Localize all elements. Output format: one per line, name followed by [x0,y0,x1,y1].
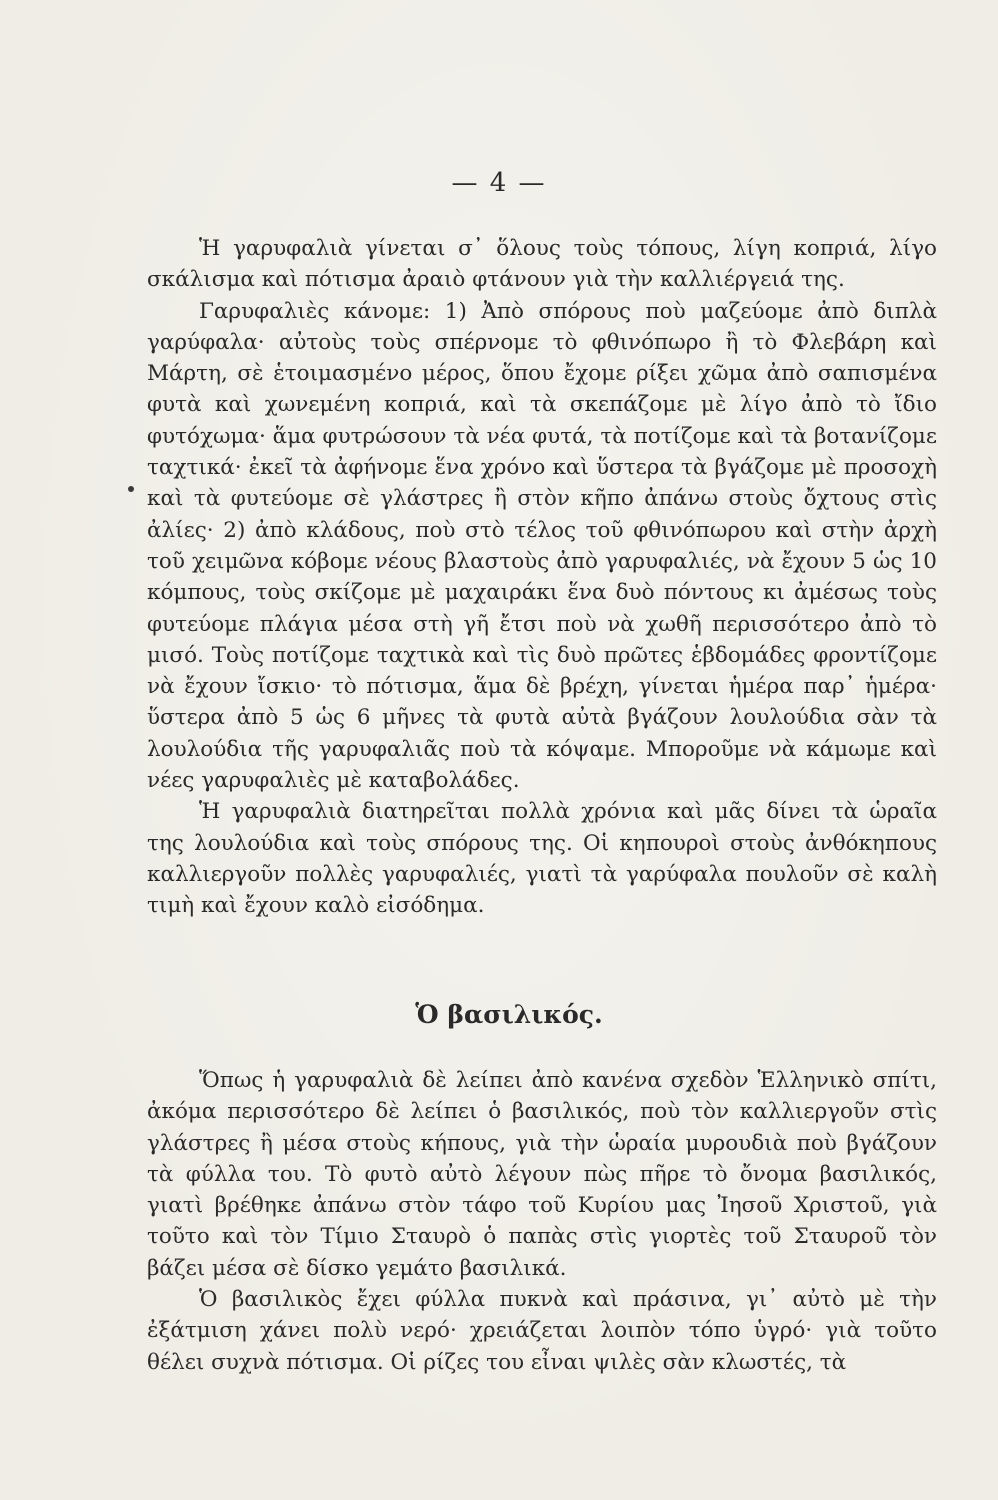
section-heading-basil: Ὁ βασιλικός. [415,1000,603,1029]
paragraph: Ἡ γαρυφαλιὰ γίνεται σ᾿ ὅλους τοὺς τόπους, λίγη κοπριά, λίγο σκάλισμα καὶ πότισμα ἀραιὸ φτάνουν γιὰ τὴν καλλιέργειά της. [147,236,937,293]
carnation-section [147,233,937,922]
ink-dot-mark [128,486,134,492]
basil-section [147,1065,937,1378]
paragraph: Ὅπως ἡ γαρυφαλιὰ δὲ λείπει ἀπὸ κανένα σχεδὸν Ἑλληνικὸ σπίτι, ἀκόμα περισσότερο δὲ λείπει ὁ βασιλικός, ποὺ τὸν καλλιεργοῦν στὶς γλάστρες ἢ μέσα στοὺς κήπους, γιὰ τὴν ὡραία μυρουδιὰ ποὺ βγάζουν τὰ φύλλα του. Τὸ φυτὸ αὐτὸ λέγουν πὼς πῆρε τὸ ὄνομα βασιλικός, γιατὶ βρέθηκε ἀπάνω στὸν τάφο τοῦ Κυρίου μας Ἰησοῦ Χριστοῦ, γιὰ τοῦτο καὶ τὸν Τίμιο Σταυρὸ ὁ παπὰς στὶς γιορτὲς τοῦ Σταυροῦ τὸν βάζει μέσα σὲ δίσκο γεμάτο βασιλικά. [147,1068,937,1281]
page-number: — 4 — [451,168,547,198]
paragraph: Γαρυφαλιὲς κάνομε: 1) Ἀπὸ σπόρους ποὺ μαζεύομε ἀπὸ διπλὰ γαρύφαλα· αὐτοὺς τοὺς σπέρνομε τὸ φθινόπωρο ἢ τὸ Φλεβάρη καὶ Μάρτη, σὲ ἑτοιμασμένο μέρος, ὅπου ἔχομε ρίξει χῶμα ἀπὸ σαπισμένα φυτὰ καὶ χωνεμένη κοπριά, καὶ τὰ σκεπάζομε μὲ λίγο ἀπὸ τὸ ἴδιο φυτόχωμα· ἅμα φυτρώσουν τὰ νέα φυτά, τὰ ποτίζομε καὶ τὰ βοτανίζομε ταχτικά· ἐκεῖ τὰ ἀφήνομε ἕνα χρόνο καὶ ὕστερα τὰ βγάζομε μὲ προσοχὴ καὶ τὰ φυτεύομε σὲ γλάστρες ἢ στὸν κῆπο ἀπάνω στοὺς ὄχτους στὶς ἀλίες· 2) ἀπὸ κλάδους, ποὺ στὸ τέλος τοῦ φθινόπωρου καὶ στὴν ἀρχὴ τοῦ χειμῶνα κόβομε νέους βλαστοὺς ἀπὸ γαρυφαλιές, νὰ ἔχουν 5 ὡς 10 κόμπους, τοὺς σκίζομε μὲ μαχαιράκι ἕνα δυὸ πόντους κι ἀμέσως τοὺς φυτεύομε πλάγια μέσα στὴ γῆ ἔτσι ποὺ νὰ χωθῆ περισσότερο ἀπὸ τὸ μισό. Τοὺς ποτίζομε ταχτικὰ καὶ τὶς δυὸ πρῶτες ἑβδομάδες φροντίζομε νὰ ἔχουν ἴσκιο· τὸ πότισμα, ἅμα δὲ βρέχη, γίνεται ἡμέρα παρ᾿ ἡμέρα· ὕστερα ἀπὸ 5 ὡς 6 μῆνες τὰ φυτὰ αὐτὰ βγάζουν λουλούδια σὰν τὰ λουλούδια τῆς γαρυφαλιᾶς ποὺ τὰ κόψαμε. Μποροῦμε νὰ κάμωμε καὶ νέες γαρυφαλιὲς μὲ καταβολάδες. [147,298,937,794]
paragraph: Ἡ γαρυφαλιὰ διατηρεῖται πολλὰ χρόνια καὶ μᾶς δίνει τὰ ὡραῖα της λουλούδια καὶ τοὺς σπόρους της. Οἱ κηπουροὶ στοὺς ἀνθόκηπους καλλιεργοῦν πολλὲς γαρυφαλιές, γιατὶ τὰ γαρύφαλα πουλοῦν σὲ καλὴ τιμὴ καὶ ἔχουν καλὸ εἰσόδημα. [147,799,937,919]
paragraph: Ὁ βασιλικὸς ἔχει φύλλα πυκνὰ καὶ πράσινα, γι᾿ αὐτὸ μὲ τὴν ἐξάτμιση χάνει πολὺ νερό· χρειάζεται λοιπὸν τόπο ὑγρό· γιὰ τοῦτο θέλει συχνὰ πότισμα. Οἱ ρίζες του εἶναι ψιλὲς σὰν κλωστές, τὰ [147,1287,937,1375]
